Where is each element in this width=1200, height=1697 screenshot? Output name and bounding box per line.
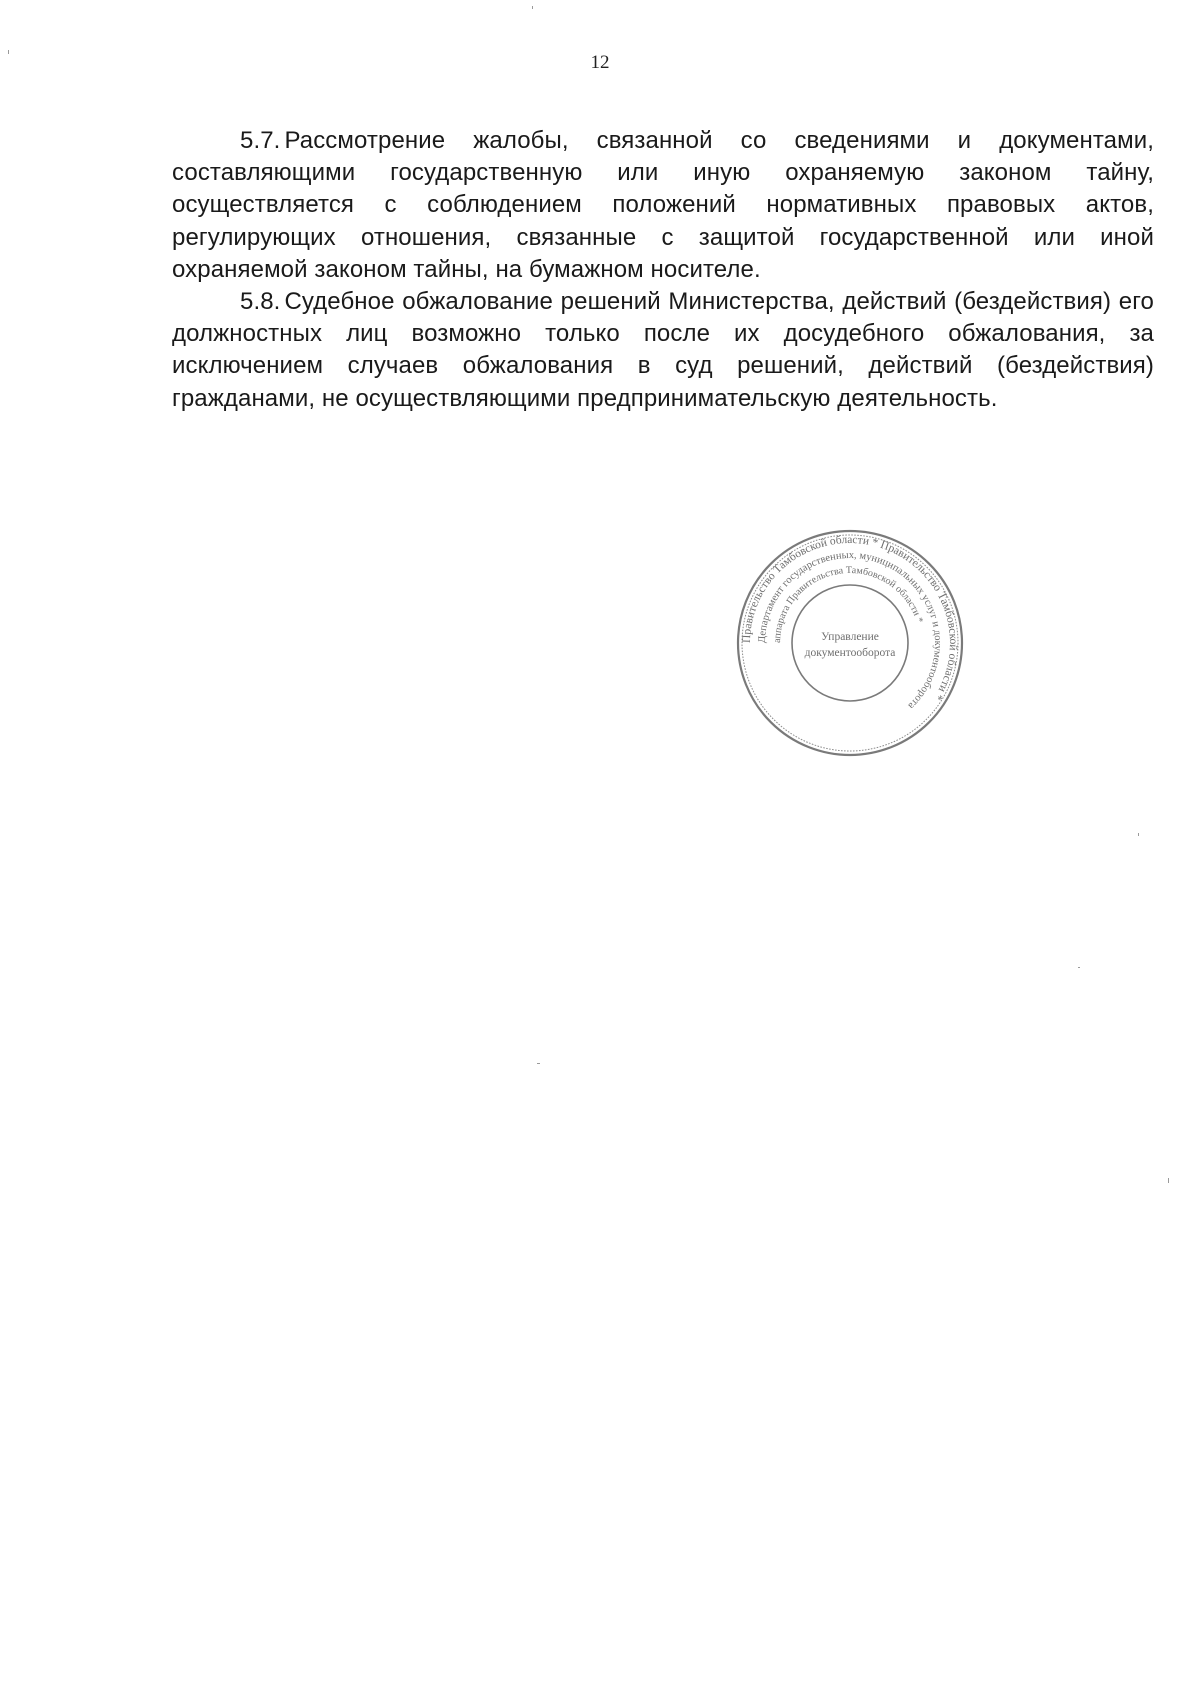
seal-inner-text: аппарата Правительства Тамбовской области * [771, 564, 925, 644]
page-number: 12 [590, 52, 610, 73]
scan-speck [537, 1063, 540, 1064]
scan-speck [8, 50, 9, 54]
scan-speck [1138, 833, 1139, 836]
seal-inner-border [792, 585, 908, 701]
paragraph-number: 5.7. [240, 127, 281, 154]
scan-speck [532, 6, 533, 9]
seal-graphic [735, 528, 965, 758]
paragraph-text: Рассмотрение жалобы, связанной со сведениями и документами, составляющими государственную или иную охраняемую законом тайну, осуществляется с соблюдением положений нормативных правовых актов, регулирующих отношения, связанные с защитой государственной или иной охраняемой законом тайны, на бумажном носителе. [172, 127, 1154, 283]
scan-speck [1078, 967, 1080, 968]
paragraph-5-8 [172, 286, 1154, 415]
paragraph-text: Судебное обжалование решений Министерства, действий (бездействия) его должностных лиц возможно только после их досудебного обжалования, за исключением случаев обжалования в суд решений, действий (бездействия) гражданами, не осуществляющими предпринимательскую деятельность. [172, 288, 1154, 412]
official-seal [735, 528, 965, 758]
seal-outer-border [738, 531, 962, 755]
seal-outer-text: Правительство Тамбовской области * Правительство Тамбовской области * [740, 533, 960, 703]
paragraph-number: 5.8. [240, 288, 281, 316]
seal-center-line2: документооборота [804, 647, 896, 659]
paragraph-5-7 [172, 125, 1154, 286]
document-body [172, 125, 1154, 415]
scan-speck [1168, 1178, 1169, 1183]
seal-middle-text: Департамент государственных, муниципальных услуг и документооборота [756, 549, 944, 712]
seal-center-line1: Управление [821, 631, 879, 643]
